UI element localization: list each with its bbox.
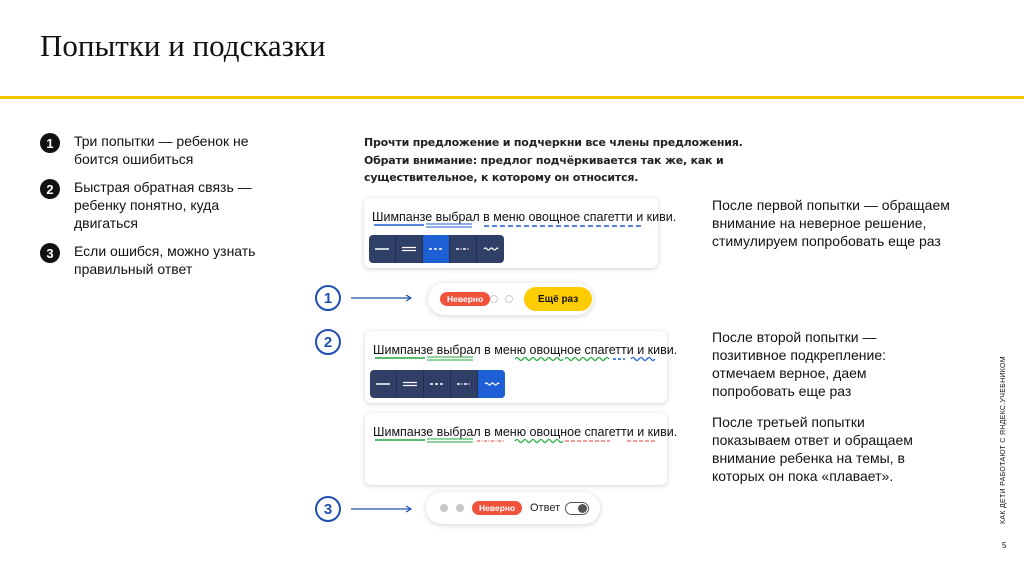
dashed-line-icon: [429, 380, 445, 388]
wrong-badge: Неверно: [472, 501, 522, 515]
line-double-icon: [402, 380, 418, 388]
exercise-sentence: Шимпанзе выбрал в меню овощное спагетти и киви.: [373, 343, 678, 357]
toggle-knob: [578, 504, 587, 513]
exercise-card-attempt-2: [365, 331, 678, 403]
tool-dash-dot[interactable]: [450, 235, 477, 263]
feedback-bar-answer: [426, 492, 600, 524]
underline-toolbar: [369, 235, 504, 263]
exercise-card-attempt-1: [364, 198, 677, 268]
slide-title: Попытки и подсказки: [40, 28, 326, 63]
bullet-item: [40, 132, 290, 168]
answer-label: Ответ: [530, 502, 561, 514]
dashed-line-icon: [428, 245, 444, 253]
exercise-sentence: Шимпанзе выбрал в меню овощное спагетти и киви.: [373, 425, 678, 439]
underline-marks: [365, 331, 667, 371]
bullet-item: [40, 242, 290, 278]
underline-toolbar: [370, 370, 505, 398]
arrow-icon: [350, 293, 416, 303]
attempt-dot: [440, 504, 448, 512]
task-instruction: Прочти предложение и подчеркни все члены предложения. Обрати внимание: предлог подчёркивается так же, как и существительное, к которому он относится.: [364, 136, 743, 184]
bullet-number: 3: [40, 243, 60, 263]
bullet-text: Три попытки — ребенок не боится ошибиться: [74, 133, 249, 167]
bullet-text: Быстрая обратная связь — ребенку понятно, куда двигаться: [74, 179, 252, 231]
page-number: 5: [1002, 541, 1007, 550]
wavy-line-icon: [483, 245, 499, 253]
try-again-button[interactable]: Ещё раз: [524, 287, 592, 311]
note-attempt-2: После второй попытки — позитивное подкрепление: отмечаем верное, даем попробовать еще раз: [712, 329, 887, 399]
answer-toggle[interactable]: [565, 502, 589, 515]
dash-dot-line-icon: [455, 245, 471, 253]
tool-dashed[interactable]: [423, 235, 450, 263]
tool-line-single[interactable]: [370, 370, 397, 398]
bullet-text: Если ошибся, можно узнать правильный ответ: [74, 243, 256, 277]
note-attempt-1: После первой попытки — обращаем внимание на неверное решение, стимулируем попробовать еще раз: [712, 197, 950, 249]
bullet-list: [40, 132, 290, 288]
step-marker-1: 1: [315, 285, 341, 311]
tool-line-single[interactable]: [369, 235, 396, 263]
wrong-badge: Неверно: [440, 292, 490, 306]
dash-dot-line-icon: [456, 380, 472, 388]
bullet-number: 1: [40, 133, 60, 153]
tool-wavy[interactable]: [477, 235, 504, 263]
tool-dash-dot[interactable]: [451, 370, 478, 398]
vertical-caption: КАК ДЕТИ РАБОТАЮТ С ЯНДЕКС.УЧЕБНИКОМ: [1000, 356, 1007, 524]
attempt-dot: [505, 295, 513, 303]
wavy-line-icon: [484, 380, 500, 388]
attempt-dot: [456, 504, 464, 512]
tool-line-double[interactable]: [397, 370, 424, 398]
attempt-dot: [490, 295, 498, 303]
step-marker-3: 3: [315, 496, 341, 522]
underline-marks: [364, 198, 658, 238]
feedback-bar-attempt-1: [428, 283, 593, 315]
arrow-icon: [350, 504, 416, 514]
tool-wavy[interactable]: [478, 370, 505, 398]
bullet-item: [40, 178, 290, 232]
line-single-icon: [375, 380, 391, 388]
tool-line-double[interactable]: [396, 235, 423, 263]
exercise-sentence: Шимпанзе выбрал в меню овощное спагетти и киви.: [372, 210, 677, 224]
exercise-card-answer: [365, 413, 678, 485]
title-divider: [0, 96, 1024, 99]
line-double-icon: [401, 245, 417, 253]
underline-marks: [365, 413, 667, 453]
tool-dashed[interactable]: [424, 370, 451, 398]
note-attempt-3: После третьей попытки показываем ответ и обращаем внимание ребенка на темы, в которых он пока «плавает».: [712, 414, 913, 484]
step-marker-2: 2: [315, 329, 341, 355]
line-single-icon: [374, 245, 390, 253]
bullet-number: 2: [40, 179, 60, 199]
